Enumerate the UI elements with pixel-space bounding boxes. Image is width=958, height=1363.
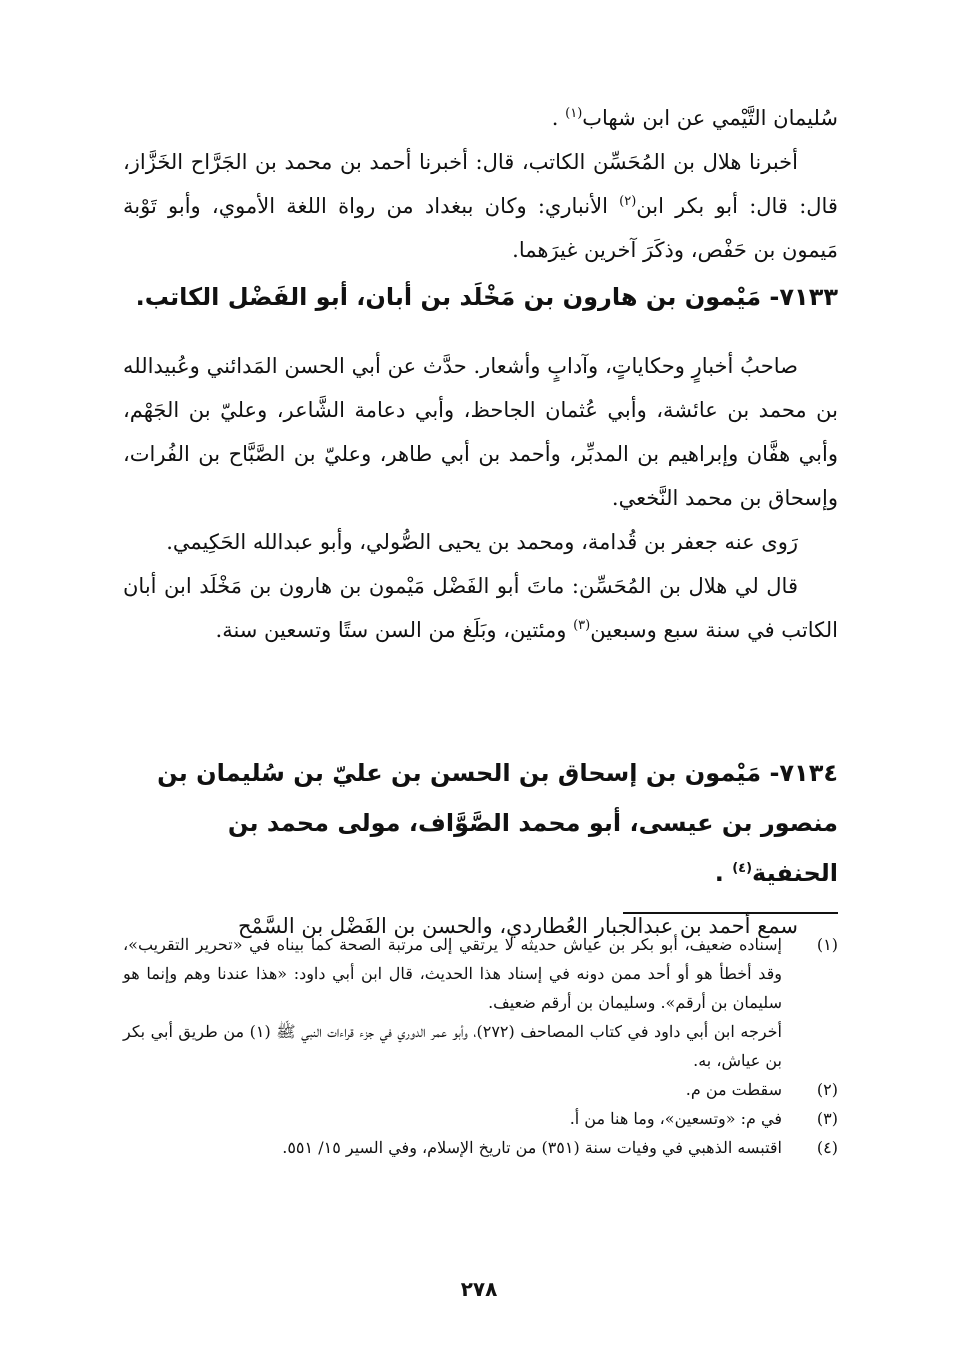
footnote-1 xyxy=(123,930,838,1017)
footnote-text: اقتبسه الذهبي في وفيات سنة (٣٥١) من تاريخ الإسلام، وفي السير ١٥/ ٥٥١. xyxy=(282,1138,782,1157)
footnote-1-continuation: أخرجه ابن أبي داود في كتاب المصاحف (٢٧٢)، وأبو عمر الدوري في جزء قراءات النبي ﷺ (١) من طريق أبي بكر بن عياش، به. xyxy=(123,1022,782,1070)
footnote-number: (١) xyxy=(816,935,838,954)
footnote-text: في م: «وتسعين»، وما هنا من أ. xyxy=(569,1109,782,1128)
paragraph-4: قال لي هلال بن المُحَسِّن: ماتَ أبو الفَضْل مَيْمون بن هارون بن مَخْلَد ابن أبان الكاتب في سنة سبع وسبعين$^{(٣)}$ ومئتين، وبَلَغ من السن ستًا وتسعين سنة. xyxy=(123,574,838,642)
footnote-ref-2[interactable]: (٢) xyxy=(619,194,637,209)
footnote-ref-4[interactable]: (٤) xyxy=(732,861,753,876)
footnote-2 xyxy=(123,1075,838,1104)
footnote-number: (٢) xyxy=(816,1080,838,1099)
page-number: ٢٧٨ xyxy=(460,1277,498,1301)
main-text-2 xyxy=(123,344,838,652)
footnote-3 xyxy=(123,1104,838,1133)
footnote-number: (٣) xyxy=(816,1109,838,1128)
paragraph-5: سمع أحمد بن عبدالجبار العُطاردي، والحسن بن الفَضْل بن السَّمْح xyxy=(238,914,798,938)
footnote-ref-1[interactable]: (١) xyxy=(565,106,583,121)
paragraph-2: صاحبُ أخبارٍ وحكاياتٍ، وآدابٍ وأشعار. حدَّث عن أبي الحسن المَدائني وعُبيدالله بن محمد بن عائشة، وأبي عُثمان الجاحظ، وأبي دعامة الشَّاعر، وعليّ بن الجَهْم، وأبي هفَّان وإبراهيم بن المدبِّر، وأحمد بن أبي طاهر، وعليّ بن الصَّبَّاح بن الفُرات، وإسحاق بن محمد النَّخعي. xyxy=(123,354,838,510)
footnote-number: (٤) xyxy=(816,1138,838,1157)
opening-line: سُليمان التَّيْمي عن ابن شهاب$^{(١)}$ . xyxy=(551,106,838,130)
footnotes xyxy=(123,930,838,1162)
paragraph-3: رَوى عنه جعفر بن قُدامة، ومحمد بن يحيى الصُّولي، وأبو عبدالله الحَكِيمي. xyxy=(166,530,798,554)
paragraph-1: أخبرنا هلال بن المُحَسِّن الكاتب، قال: أخبرنا أحمد بن محمد بن الجَرَّاح الخَزَّاز، قال: قال: أبو بكر ابن$^{(٢)}$ الأنباري: وكان ببغداد من رواة اللغة الأموي، وأبو تَوْبة مَيمون بن حَفْص، وذكَرَ آخرين غيرَهما. xyxy=(123,150,838,262)
footnote-separator xyxy=(623,912,838,914)
footnote-text: سقطت من م. xyxy=(685,1080,782,1099)
main-text-3 xyxy=(123,748,838,948)
entry-heading-7134: ٧١٣٤- مَيْمون بن إسحاق بن الحسن بن عليّ بن سُليمان بن منصور بن عيسى، أبو محمد الصَّوَّاف، مولى محمد بن الحنفية$^{(٤)}$ . xyxy=(157,759,838,887)
footnote-text: إسناده ضعيف، أبو بكر بن عياش حديثه لا يرتقي إلى مرتبة الصحة كما بيناه في «تحرير التقريب»، وقد أخطأ هو أو أحد ممن دونه في إسناد هذا الحديث، قال ابن أبي داود: «هذا عندنا وهم وإنما هو سليمان بن أرقم». وسليمان بن أرقم ضعيف. xyxy=(123,935,782,1012)
main-text xyxy=(123,96,838,322)
footnote-4 xyxy=(123,1133,838,1162)
entry-heading-7133: ٧١٣٣- مَيْمون بن هارون بن مَخْلَد بن أبان، أبو الفَضْل الكاتب. xyxy=(135,283,838,311)
footnote-ref-3[interactable]: (٣) xyxy=(573,618,591,633)
